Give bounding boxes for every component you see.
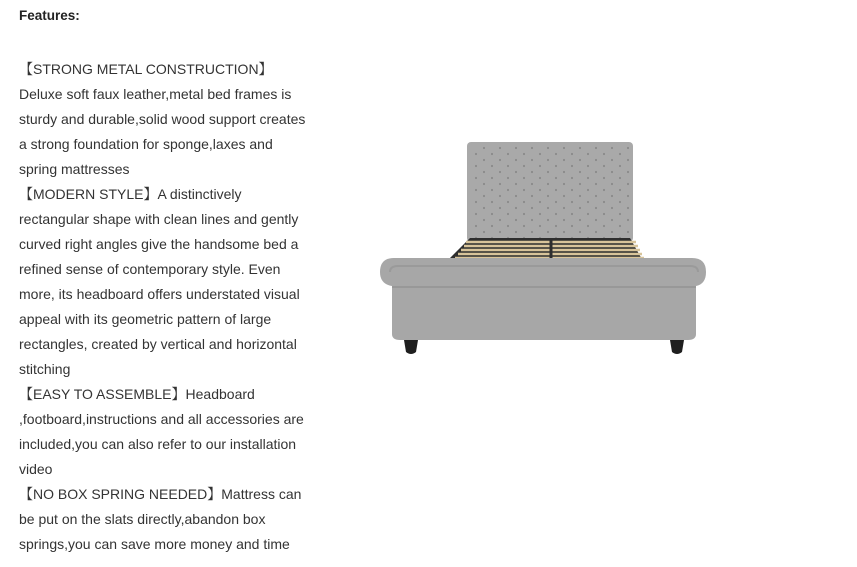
product-image: [376, 138, 710, 360]
feature-paragraph-construction: [19, 57, 311, 182]
feature-title-construction: 【STRONG METAL CONSTRUCTION】: [19, 61, 273, 77]
feature-paragraph-assemble: [19, 382, 311, 482]
feature-title-style: 【MODERN STYLE】: [19, 186, 158, 202]
feature-text-assemble: Headboard ,footboard,instructions and all accessories are included,you can also refer to our installation video: [19, 386, 304, 477]
feature-paragraph-style: [19, 182, 311, 382]
features-heading: Features:: [19, 8, 80, 23]
feature-paragraph-no-box-spring: [19, 482, 311, 557]
upholstered-bed-image: [376, 138, 710, 360]
feature-text-no-box-spring: Mattress can be put on the slats directly,abandon box springs,you can save more money and time: [19, 486, 302, 552]
feature-title-assemble: 【EASY TO ASSEMBLE】: [19, 386, 186, 402]
feature-text-construction: Deluxe soft faux leather,metal bed frames is sturdy and durable,solid wood support creates a strong foundation for sponge,laxes and spring mattresses: [19, 86, 306, 177]
feature-title-no-box-spring: 【NO BOX SPRING NEEDED】: [19, 486, 222, 502]
feature-text-style: A distinctively rectangular shape with clean lines and gently curved right angles give the handsome bed a refined sense of contemporary style. Even more, its headboard offers understated visual appeal with its geometric pattern of large rectangles, created by vertical and horizontal stitching: [19, 186, 300, 377]
features-list: [19, 57, 311, 557]
